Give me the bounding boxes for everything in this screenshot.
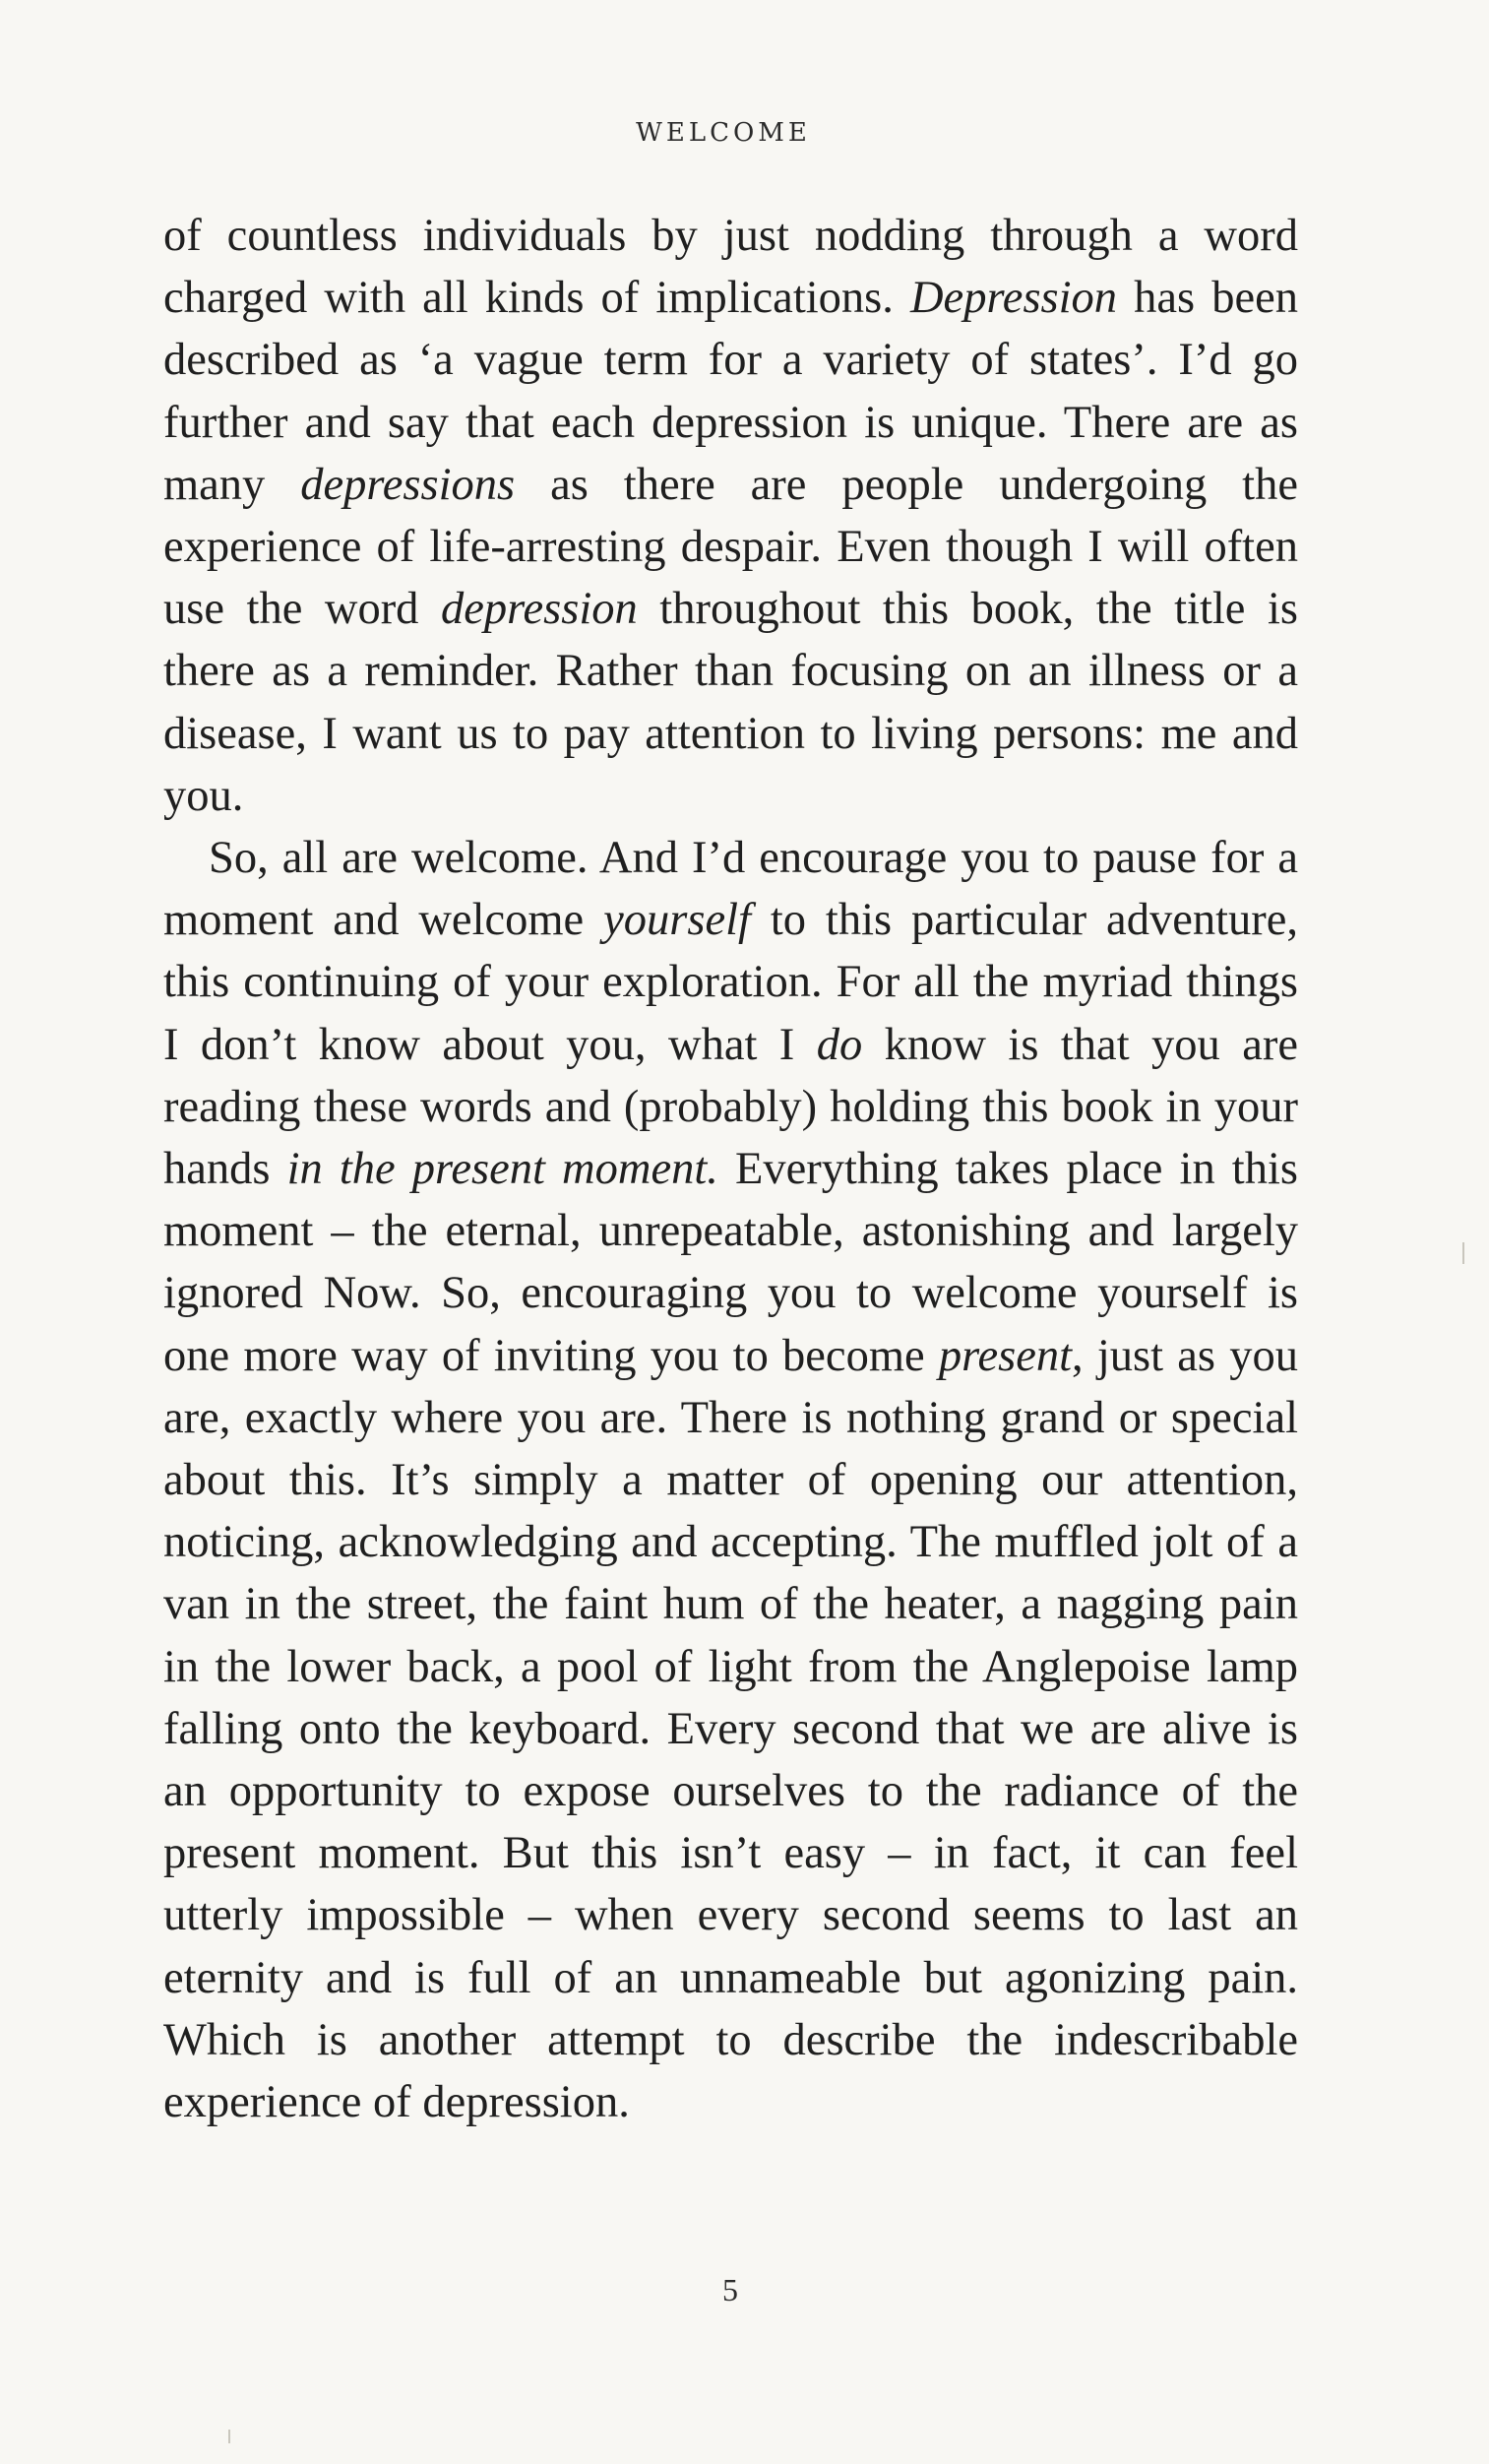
text-run: , just as you are, exactly where you are. There is nothing grand or special about this. It’s simply a matter of opening our attention, noticing, acknowledging and accepting. The muffled jolt of a van in the street, the faint hum of the heater, a nagging pain in the lower back, a pool of light from the Anglepoise lamp falling onto the keyboard. Every second that we are alive is an opportunity to expose ourselves to the radiance of the present moment. But this isn’t easy – in fact, it can feel utterly impossible – when every second seems to last an eternity and is full of an unnameable but agonizing pain. Which is another attempt to describe the indescribable experience of depression. xyxy=(163,1330,1298,2128)
text-run: throughout this book, the title is there as a reminder. Rather than focusing on an illness or a disease, I want us to pay attention to living persons: me and you. xyxy=(163,584,1299,821)
scan-speck xyxy=(1462,1242,1464,1264)
paragraph xyxy=(163,827,1298,2133)
text-run: know is that you are reading these words and (probably) holding this book in your hands xyxy=(163,1019,1298,1195)
italic-text: yourself xyxy=(603,895,751,946)
text-run: of countless individuals by just nodding through a word charged with all kinds of implications. xyxy=(163,211,1298,324)
text-run: So, all are welcome. And I’d encourage you to pause for a moment and welcome xyxy=(163,833,1298,946)
italic-text: do xyxy=(816,1019,863,1070)
italic-text: depressions xyxy=(300,459,516,510)
page-number: 5 xyxy=(722,2272,738,2307)
scan-speck xyxy=(228,2430,230,2443)
italic-text: in the present moment. xyxy=(286,1144,718,1195)
text-run: Everything takes place in this moment – the eternal, unrepeatable, astonishing and largely ignored Now. So, encouraging you to welcome yourself is one more way of inviting you to become xyxy=(163,1144,1298,1381)
running-head: WELCOME xyxy=(636,118,811,148)
text-run: has been described as ‘a vague term for a variety of states’. I’d go further and say that each depression is unique. There are as many xyxy=(163,273,1298,510)
italic-text: Depression xyxy=(909,273,1118,324)
text-run: as there are people undergoing the experience of life-arresting despair. Even though I will often use the word xyxy=(163,459,1298,635)
body-text xyxy=(163,205,1298,2133)
italic-text: present xyxy=(938,1330,1073,1381)
italic-text: depression xyxy=(440,584,638,635)
paragraph xyxy=(163,205,1298,827)
text-run: to this particular adventure, this continuing of your exploration. For all the myriad things I don’t know about you, what I xyxy=(163,895,1298,1070)
